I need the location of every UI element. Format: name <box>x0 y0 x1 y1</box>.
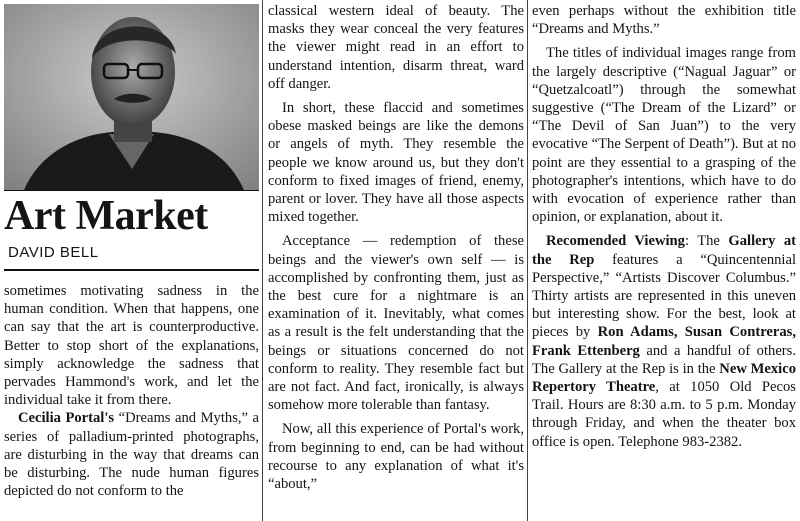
paragraph: In short, these flaccid and sometimes obese masked beings are like the demons or angels of myth. They resemble the people we know around us, but they don't conform to fixed images of friend, enemy, parent or lover. They have all those aspects mixed together. <box>268 100 524 226</box>
byline: DAVID BELL <box>8 244 99 261</box>
divider <box>4 269 259 271</box>
column-rule <box>527 0 528 521</box>
paragraph: Acceptance — redemption of these beings and the viewer's own self — is accomplished by confronting them, just as the best cure for a nightmare is an examination of it. Inevitably, what comes as a result is the felt understanding that the beings or situations concerned do not conform to reality. They resemble fact but are not fact. And fact, ironically, is always somehow more tolerable than fantasy. <box>268 233 524 414</box>
article-column-2 <box>268 2 524 521</box>
paragraph: Now, all this experience of Portal's work, from beginning to end, can be had without recourse to any explanation of what it's “about,” <box>268 421 524 493</box>
paragraph-text: : The <box>684 233 729 250</box>
paragraph-text: and a handful of others. The Gallery at the Rep is in the <box>532 342 796 377</box>
paragraph: classical western ideal of beauty. The masks they wear conceal the very features the viewer might read in an effort to understand intention, disarm threat, ward off danger. <box>268 3 524 92</box>
artist-name: Cecilia Portal's <box>18 410 115 427</box>
article-column-3 <box>532 2 796 521</box>
paragraph-text: “Dreams and Myths,” a series of palladium-printed photographs, are disturbing in the way that dreams can be disturbing. The nude human figures depicted do not conform to the <box>4 410 259 500</box>
article-body-column-1 <box>4 282 259 500</box>
paragraph <box>532 232 796 450</box>
paragraph-text: features a “Quincentennial Perspective,” “Artists Discover Columbus.” Thirty artists are represented in this uneven but interesting show. For the best, look at pieces by <box>532 251 796 341</box>
paragraph-text: , at 1050 Old Pecos Trail. Hours are 8:30 a.m. to 5 p.m. Monday through Friday, and when the theater box office is open. Telephone 983-2382. <box>532 379 796 450</box>
paragraph: even perhaps without the exhibition title “Dreams and Myths.” <box>532 3 796 38</box>
columnist-photo <box>4 4 259 191</box>
section-label: Recomended Viewing <box>546 233 685 250</box>
paragraph: sometimes motivating sadness in the human condition. When that happens, one can say that the art is counterproductive. Better to stop short of the explanations, simply acknowledge the sadness that pervades Hammond's work, and let the individual take it from there. <box>4 283 259 409</box>
venue-name: Gallery at the Rep <box>532 233 796 268</box>
column-rule <box>262 0 263 521</box>
paragraph <box>4 409 259 500</box>
paragraph: The titles of individual images range from the largely descriptive (“Nagual Jaguar” or “Quetzalcoatl”) through the somewhat suggestive (“The Dream of the Lizard” or “The Devil of San Juan”) to the very evocative “The Serpent of Death”). But at no point are they essential to a grasping of the photographer's intentions, which have to do with evocation of experience rather than opinion, or explanation, about it. <box>532 45 796 226</box>
artist-names: Ron Adams, Susan Contreras, Frank Ettenberg <box>532 324 796 359</box>
venue-name: New Mexico Repertory Theatre <box>532 360 796 396</box>
column-title: Art Market <box>4 193 208 239</box>
